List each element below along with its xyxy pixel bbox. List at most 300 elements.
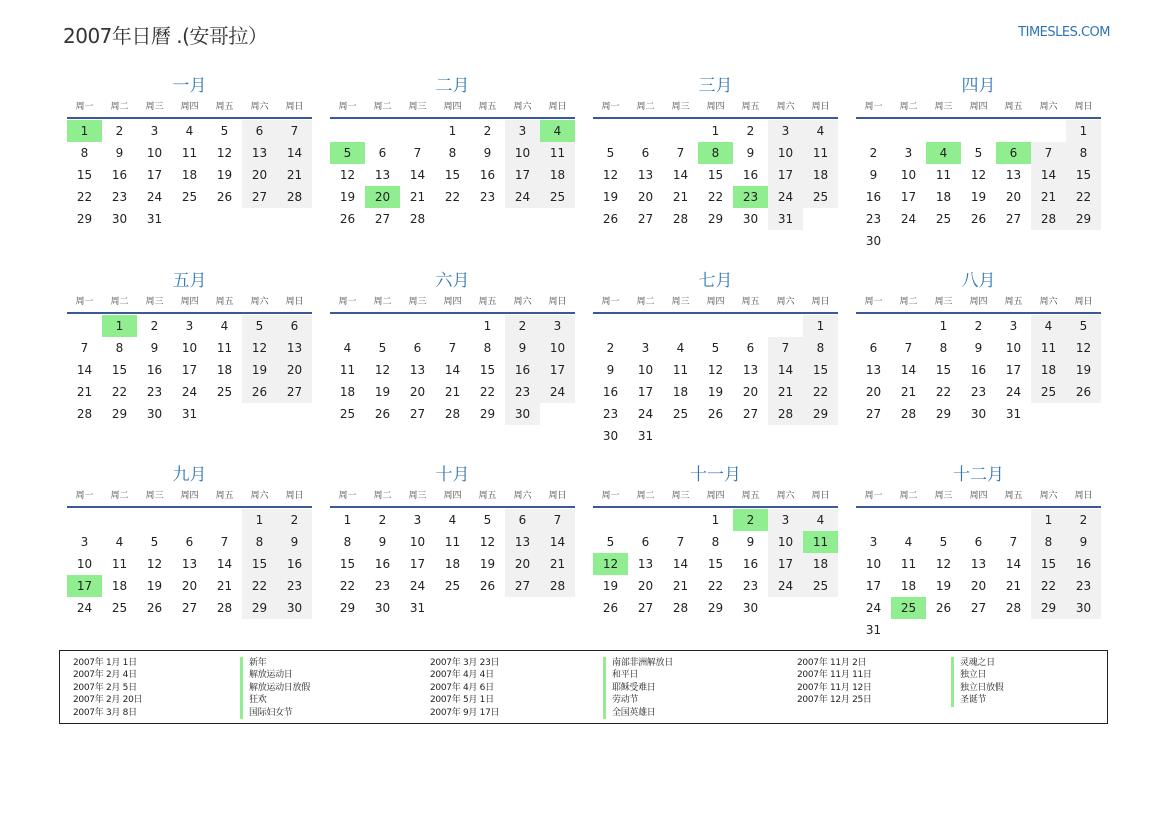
- day-cell[interactable]: 19: [479, 557, 496, 571]
- day-cell[interactable]: 10: [146, 146, 163, 160]
- day-cell[interactable]: 26: [707, 407, 724, 421]
- day-cell[interactable]: 10: [409, 535, 426, 549]
- day-cell[interactable]: 4: [343, 341, 352, 355]
- day-cell[interactable]: 26: [216, 190, 233, 204]
- holiday-day-cell[interactable]: 25: [891, 597, 926, 619]
- day-cell[interactable]: 11: [181, 146, 198, 160]
- day-cell[interactable]: 23: [602, 407, 619, 421]
- day-cell[interactable]: 16: [505, 359, 540, 381]
- day-cell[interactable]: 3: [904, 146, 913, 160]
- day-cell[interactable]: 3: [150, 124, 159, 138]
- day-cell[interactable]: 4: [676, 341, 685, 355]
- day-cell[interactable]: 11: [900, 557, 917, 571]
- day-cell[interactable]: 3: [80, 535, 89, 549]
- day-cell[interactable]: 21: [216, 579, 233, 593]
- day-cell[interactable]: 12: [339, 168, 356, 182]
- day-cell[interactable]: 7: [413, 146, 422, 160]
- day-cell[interactable]: 13: [181, 557, 198, 571]
- day-cell[interactable]: 19: [935, 579, 952, 593]
- day-cell[interactable]: 25: [111, 601, 128, 615]
- day-cell[interactable]: 20: [637, 190, 654, 204]
- day-cell[interactable]: 22: [111, 385, 128, 399]
- day-cell[interactable]: 19: [970, 190, 987, 204]
- day-cell[interactable]: 16: [742, 557, 759, 571]
- day-cell[interactable]: 20: [242, 164, 277, 186]
- day-cell[interactable]: 1: [803, 315, 838, 337]
- day-cell[interactable]: 24: [768, 186, 803, 208]
- holiday-day-cell[interactable]: 20: [365, 186, 400, 208]
- day-cell[interactable]: 27: [637, 601, 654, 615]
- day-cell[interactable]: 4: [115, 535, 124, 549]
- day-cell[interactable]: 31: [409, 601, 426, 615]
- day-cell[interactable]: 25: [181, 190, 198, 204]
- day-cell[interactable]: 13: [637, 557, 654, 571]
- day-cell[interactable]: 20: [409, 385, 426, 399]
- day-cell[interactable]: 9: [746, 535, 755, 549]
- day-cell[interactable]: 20: [637, 579, 654, 593]
- day-cell[interactable]: 7: [768, 337, 803, 359]
- day-cell[interactable]: 24: [637, 407, 654, 421]
- day-cell[interactable]: 21: [672, 579, 689, 593]
- day-cell[interactable]: 24: [900, 212, 917, 226]
- day-cell[interactable]: 2: [869, 146, 878, 160]
- day-cell[interactable]: 5: [150, 535, 159, 549]
- day-cell[interactable]: 27: [181, 601, 198, 615]
- day-cell[interactable]: 2: [746, 124, 755, 138]
- day-cell[interactable]: 16: [602, 385, 619, 399]
- day-cell[interactable]: 4: [1031, 315, 1066, 337]
- day-cell[interactable]: 28: [277, 186, 312, 208]
- day-cell[interactable]: 22: [707, 190, 724, 204]
- day-cell[interactable]: 18: [935, 190, 952, 204]
- day-cell[interactable]: 25: [444, 579, 461, 593]
- day-cell[interactable]: 7: [676, 535, 685, 549]
- day-cell[interactable]: 18: [900, 579, 917, 593]
- day-cell[interactable]: 15: [339, 557, 356, 571]
- day-cell[interactable]: 23: [374, 579, 391, 593]
- day-cell[interactable]: 3: [641, 341, 650, 355]
- day-cell[interactable]: 22: [1031, 575, 1066, 597]
- day-cell[interactable]: 10: [865, 557, 882, 571]
- day-cell[interactable]: 24: [409, 579, 426, 593]
- day-cell[interactable]: 8: [939, 341, 948, 355]
- day-cell[interactable]: 19: [374, 385, 391, 399]
- day-cell[interactable]: 20: [181, 579, 198, 593]
- day-cell[interactable]: 21: [540, 553, 575, 575]
- day-cell[interactable]: 23: [865, 212, 882, 226]
- day-cell[interactable]: 16: [970, 363, 987, 377]
- day-cell[interactable]: 9: [869, 168, 878, 182]
- day-cell[interactable]: 7: [220, 535, 229, 549]
- day-cell[interactable]: 3: [768, 509, 803, 531]
- day-cell[interactable]: 15: [1066, 164, 1101, 186]
- day-cell[interactable]: 29: [1031, 597, 1066, 619]
- day-cell[interactable]: 2: [115, 124, 124, 138]
- day-cell[interactable]: 15: [111, 363, 128, 377]
- day-cell[interactable]: 6: [641, 146, 650, 160]
- day-cell[interactable]: 10: [768, 531, 803, 553]
- day-cell[interactable]: 27: [409, 407, 426, 421]
- day-cell[interactable]: 22: [76, 190, 93, 204]
- day-cell[interactable]: 12: [707, 363, 724, 377]
- day-cell[interactable]: 3: [540, 315, 575, 337]
- day-cell[interactable]: 24: [181, 385, 198, 399]
- day-cell[interactable]: 18: [1031, 359, 1066, 381]
- day-cell[interactable]: 26: [339, 212, 356, 226]
- day-cell[interactable]: 30: [602, 429, 619, 443]
- day-cell[interactable]: 22: [479, 385, 496, 399]
- day-cell[interactable]: 14: [76, 363, 93, 377]
- day-cell[interactable]: 1: [242, 509, 277, 531]
- day-cell[interactable]: 26: [602, 601, 619, 615]
- day-cell[interactable]: 31: [181, 407, 198, 421]
- day-cell[interactable]: 30: [742, 212, 759, 226]
- day-cell[interactable]: 7: [448, 341, 457, 355]
- day-cell[interactable]: 31: [1005, 407, 1022, 421]
- day-cell[interactable]: 19: [339, 190, 356, 204]
- day-cell[interactable]: 3: [768, 120, 803, 142]
- day-cell[interactable]: 8: [483, 341, 492, 355]
- day-cell[interactable]: 24: [540, 381, 575, 403]
- day-cell[interactable]: 29: [1066, 208, 1101, 230]
- day-cell[interactable]: 26: [146, 601, 163, 615]
- day-cell[interactable]: 6: [974, 535, 983, 549]
- day-cell[interactable]: 21: [900, 385, 917, 399]
- day-cell[interactable]: 21: [768, 381, 803, 403]
- day-cell[interactable]: 26: [374, 407, 391, 421]
- day-cell[interactable]: 18: [181, 168, 198, 182]
- day-cell[interactable]: 28: [1031, 208, 1066, 230]
- day-cell[interactable]: 16: [1066, 553, 1101, 575]
- day-cell[interactable]: 15: [803, 359, 838, 381]
- day-cell[interactable]: 13: [374, 168, 391, 182]
- day-cell[interactable]: 20: [277, 359, 312, 381]
- day-cell[interactable]: 9: [1066, 531, 1101, 553]
- day-cell[interactable]: 29: [479, 407, 496, 421]
- day-cell[interactable]: 31: [146, 212, 163, 226]
- day-cell[interactable]: 12: [935, 557, 952, 571]
- day-cell[interactable]: 18: [216, 363, 233, 377]
- day-cell[interactable]: 18: [111, 579, 128, 593]
- day-cell[interactable]: 5: [378, 341, 387, 355]
- day-cell[interactable]: 6: [277, 315, 312, 337]
- day-cell[interactable]: 14: [672, 557, 689, 571]
- day-cell[interactable]: 16: [374, 557, 391, 571]
- day-cell[interactable]: 22: [1066, 186, 1101, 208]
- day-cell[interactable]: 13: [970, 557, 987, 571]
- day-cell[interactable]: 1: [711, 124, 720, 138]
- holiday-day-cell[interactable]: 1: [102, 315, 137, 337]
- day-cell[interactable]: 22: [444, 190, 461, 204]
- day-cell[interactable]: 8: [1066, 142, 1101, 164]
- day-cell[interactable]: 5: [939, 535, 948, 549]
- day-cell[interactable]: 23: [277, 575, 312, 597]
- day-cell[interactable]: 10: [900, 168, 917, 182]
- day-cell[interactable]: 28: [1005, 601, 1022, 615]
- day-cell[interactable]: 11: [216, 341, 233, 355]
- holiday-day-cell[interactable]: 4: [926, 142, 961, 164]
- day-cell[interactable]: 16: [146, 363, 163, 377]
- day-cell[interactable]: 6: [185, 535, 194, 549]
- day-cell[interactable]: 6: [641, 535, 650, 549]
- day-cell[interactable]: 13: [1005, 168, 1022, 182]
- day-cell[interactable]: 22: [242, 575, 277, 597]
- day-cell[interactable]: 9: [974, 341, 983, 355]
- day-cell[interactable]: 27: [637, 212, 654, 226]
- day-cell[interactable]: 10: [1005, 341, 1022, 355]
- day-cell[interactable]: 12: [970, 168, 987, 182]
- day-cell[interactable]: 16: [479, 168, 496, 182]
- day-cell[interactable]: 25: [339, 407, 356, 421]
- day-cell[interactable]: 19: [1066, 359, 1101, 381]
- day-cell[interactable]: 13: [865, 363, 882, 377]
- day-cell[interactable]: 10: [540, 337, 575, 359]
- day-cell[interactable]: 12: [146, 557, 163, 571]
- day-cell[interactable]: 22: [803, 381, 838, 403]
- day-cell[interactable]: 11: [339, 363, 356, 377]
- day-cell[interactable]: 14: [216, 557, 233, 571]
- day-cell[interactable]: 21: [672, 190, 689, 204]
- day-cell[interactable]: 2: [606, 341, 615, 355]
- day-cell[interactable]: 17: [409, 557, 426, 571]
- day-cell[interactable]: 29: [707, 212, 724, 226]
- holiday-day-cell[interactable]: 5: [330, 142, 365, 164]
- day-cell[interactable]: 23: [505, 381, 540, 403]
- day-cell[interactable]: 5: [606, 535, 615, 549]
- day-cell[interactable]: 16: [742, 168, 759, 182]
- day-cell[interactable]: 17: [181, 363, 198, 377]
- day-cell[interactable]: 8: [448, 146, 457, 160]
- day-cell[interactable]: 17: [865, 579, 882, 593]
- day-cell[interactable]: 9: [483, 146, 492, 160]
- day-cell[interactable]: 27: [374, 212, 391, 226]
- day-cell[interactable]: 12: [479, 535, 496, 549]
- day-cell[interactable]: 13: [505, 531, 540, 553]
- day-cell[interactable]: 8: [343, 535, 352, 549]
- day-cell[interactable]: 13: [242, 142, 277, 164]
- holiday-day-cell[interactable]: 4: [540, 120, 575, 142]
- day-cell[interactable]: 2: [505, 315, 540, 337]
- day-cell[interactable]: 14: [900, 363, 917, 377]
- day-cell[interactable]: 25: [803, 575, 838, 597]
- day-cell[interactable]: 21: [76, 385, 93, 399]
- day-cell[interactable]: 6: [413, 341, 422, 355]
- day-cell[interactable]: 3: [505, 120, 540, 142]
- day-cell[interactable]: 28: [672, 212, 689, 226]
- day-cell[interactable]: 1: [1031, 509, 1066, 531]
- day-cell[interactable]: 22: [339, 579, 356, 593]
- day-cell[interactable]: 23: [111, 190, 128, 204]
- day-cell[interactable]: 17: [637, 385, 654, 399]
- day-cell[interactable]: 7: [1031, 142, 1066, 164]
- day-cell[interactable]: 11: [803, 142, 838, 164]
- day-cell[interactable]: 26: [602, 212, 619, 226]
- day-cell[interactable]: 14: [540, 531, 575, 553]
- day-cell[interactable]: 18: [444, 557, 461, 571]
- day-cell[interactable]: 22: [707, 579, 724, 593]
- day-cell[interactable]: 15: [935, 363, 952, 377]
- day-cell[interactable]: 18: [540, 164, 575, 186]
- day-cell[interactable]: 25: [935, 212, 952, 226]
- holiday-day-cell[interactable]: 2: [733, 509, 768, 531]
- day-cell[interactable]: 4: [185, 124, 194, 138]
- holiday-day-cell[interactable]: 17: [67, 575, 102, 597]
- day-cell[interactable]: 25: [540, 186, 575, 208]
- day-cell[interactable]: 15: [707, 557, 724, 571]
- day-cell[interactable]: 12: [242, 337, 277, 359]
- day-cell[interactable]: 13: [409, 363, 426, 377]
- day-cell[interactable]: 15: [76, 168, 93, 182]
- day-cell[interactable]: 5: [711, 341, 720, 355]
- day-cell[interactable]: 17: [1005, 363, 1022, 377]
- day-cell[interactable]: 1: [939, 319, 948, 333]
- day-cell[interactable]: 11: [540, 142, 575, 164]
- day-cell[interactable]: 27: [865, 407, 882, 421]
- day-cell[interactable]: 9: [746, 146, 755, 160]
- day-cell[interactable]: 25: [672, 407, 689, 421]
- day-cell[interactable]: 19: [602, 190, 619, 204]
- day-cell[interactable]: 14: [1005, 557, 1022, 571]
- day-cell[interactable]: 27: [742, 407, 759, 421]
- day-cell[interactable]: 16: [277, 553, 312, 575]
- day-cell[interactable]: 10: [505, 142, 540, 164]
- day-cell[interactable]: 26: [970, 212, 987, 226]
- day-cell[interactable]: 31: [865, 623, 882, 637]
- day-cell[interactable]: 1: [1066, 120, 1101, 142]
- day-cell[interactable]: 14: [768, 359, 803, 381]
- day-cell[interactable]: 3: [413, 513, 422, 527]
- day-cell[interactable]: 4: [448, 513, 457, 527]
- day-cell[interactable]: 6: [746, 341, 755, 355]
- day-cell[interactable]: 9: [115, 146, 124, 160]
- day-cell[interactable]: 24: [76, 601, 93, 615]
- day-cell[interactable]: 7: [277, 120, 312, 142]
- day-cell[interactable]: 7: [904, 341, 913, 355]
- day-cell[interactable]: 20: [970, 579, 987, 593]
- day-cell[interactable]: 19: [146, 579, 163, 593]
- day-cell[interactable]: 8: [711, 535, 720, 549]
- day-cell[interactable]: 29: [242, 597, 277, 619]
- day-cell[interactable]: 18: [803, 553, 838, 575]
- day-cell[interactable]: 10: [76, 557, 93, 571]
- day-cell[interactable]: 24: [505, 186, 540, 208]
- day-cell[interactable]: 4: [220, 319, 229, 333]
- day-cell[interactable]: 4: [904, 535, 913, 549]
- day-cell[interactable]: 9: [505, 337, 540, 359]
- day-cell[interactable]: 5: [220, 124, 229, 138]
- day-cell[interactable]: 17: [768, 553, 803, 575]
- day-cell[interactable]: 20: [742, 385, 759, 399]
- day-cell[interactable]: 26: [1066, 381, 1101, 403]
- day-cell[interactable]: 9: [150, 341, 159, 355]
- day-cell[interactable]: 29: [111, 407, 128, 421]
- day-cell[interactable]: 17: [505, 164, 540, 186]
- day-cell[interactable]: 2: [483, 124, 492, 138]
- day-cell[interactable]: 16: [865, 190, 882, 204]
- day-cell[interactable]: 1: [483, 319, 492, 333]
- day-cell[interactable]: 21: [277, 164, 312, 186]
- day-cell[interactable]: 2: [277, 509, 312, 531]
- day-cell[interactable]: 19: [216, 168, 233, 182]
- day-cell[interactable]: 17: [900, 190, 917, 204]
- day-cell[interactable]: 30: [111, 212, 128, 226]
- day-cell[interactable]: 13: [277, 337, 312, 359]
- day-cell[interactable]: 12: [216, 146, 233, 160]
- day-cell[interactable]: 5: [483, 513, 492, 527]
- day-cell[interactable]: 30: [277, 597, 312, 619]
- day-cell[interactable]: 7: [676, 146, 685, 160]
- day-cell[interactable]: 20: [1005, 190, 1022, 204]
- day-cell[interactable]: 28: [900, 407, 917, 421]
- day-cell[interactable]: 2: [150, 319, 159, 333]
- day-cell[interactable]: 8: [115, 341, 124, 355]
- day-cell[interactable]: 12: [374, 363, 391, 377]
- day-cell[interactable]: 23: [970, 385, 987, 399]
- day-cell[interactable]: 11: [111, 557, 128, 571]
- day-cell[interactable]: 21: [1005, 579, 1022, 593]
- day-cell[interactable]: 2: [378, 513, 387, 527]
- day-cell[interactable]: 31: [768, 208, 803, 230]
- day-cell[interactable]: 28: [216, 601, 233, 615]
- day-cell[interactable]: 9: [277, 531, 312, 553]
- day-cell[interactable]: 8: [242, 531, 277, 553]
- day-cell[interactable]: 21: [409, 190, 426, 204]
- day-cell[interactable]: 29: [339, 601, 356, 615]
- day-cell[interactable]: 30: [505, 403, 540, 425]
- day-cell[interactable]: 19: [242, 359, 277, 381]
- day-cell[interactable]: 19: [707, 385, 724, 399]
- day-cell[interactable]: 28: [540, 575, 575, 597]
- day-cell[interactable]: 14: [444, 363, 461, 377]
- day-cell[interactable]: 6: [505, 509, 540, 531]
- day-cell[interactable]: 5: [974, 146, 983, 160]
- day-cell[interactable]: 21: [444, 385, 461, 399]
- day-cell[interactable]: 28: [76, 407, 93, 421]
- day-cell[interactable]: 5: [242, 315, 277, 337]
- day-cell[interactable]: 29: [935, 407, 952, 421]
- day-cell[interactable]: 23: [146, 385, 163, 399]
- day-cell[interactable]: 4: [803, 120, 838, 142]
- day-cell[interactable]: 4: [803, 509, 838, 531]
- day-cell[interactable]: 1: [343, 513, 352, 527]
- day-cell[interactable]: 27: [505, 575, 540, 597]
- day-cell[interactable]: 7: [80, 341, 89, 355]
- day-cell[interactable]: 5: [606, 146, 615, 160]
- day-cell[interactable]: 15: [479, 363, 496, 377]
- day-cell[interactable]: 24: [865, 601, 882, 615]
- day-cell[interactable]: 20: [505, 553, 540, 575]
- day-cell[interactable]: 29: [707, 601, 724, 615]
- day-cell[interactable]: 25: [216, 385, 233, 399]
- day-cell[interactable]: 26: [479, 579, 496, 593]
- day-cell[interactable]: 6: [242, 120, 277, 142]
- holiday-day-cell[interactable]: 6: [996, 142, 1031, 164]
- day-cell[interactable]: 7: [1009, 535, 1018, 549]
- day-cell[interactable]: 27: [1005, 212, 1022, 226]
- day-cell[interactable]: 7: [540, 509, 575, 531]
- brand-logo-text[interactable]: TIMESLES.COM: [1018, 25, 1110, 40]
- day-cell[interactable]: 29: [803, 403, 838, 425]
- day-cell[interactable]: 3: [869, 535, 878, 549]
- day-cell[interactable]: 27: [242, 186, 277, 208]
- day-cell[interactable]: 14: [277, 142, 312, 164]
- day-cell[interactable]: 27: [277, 381, 312, 403]
- day-cell[interactable]: 11: [672, 363, 689, 377]
- holiday-day-cell[interactable]: 23: [733, 186, 768, 208]
- day-cell[interactable]: 15: [1031, 553, 1066, 575]
- day-cell[interactable]: 1: [711, 513, 720, 527]
- day-cell[interactable]: 30: [1066, 597, 1101, 619]
